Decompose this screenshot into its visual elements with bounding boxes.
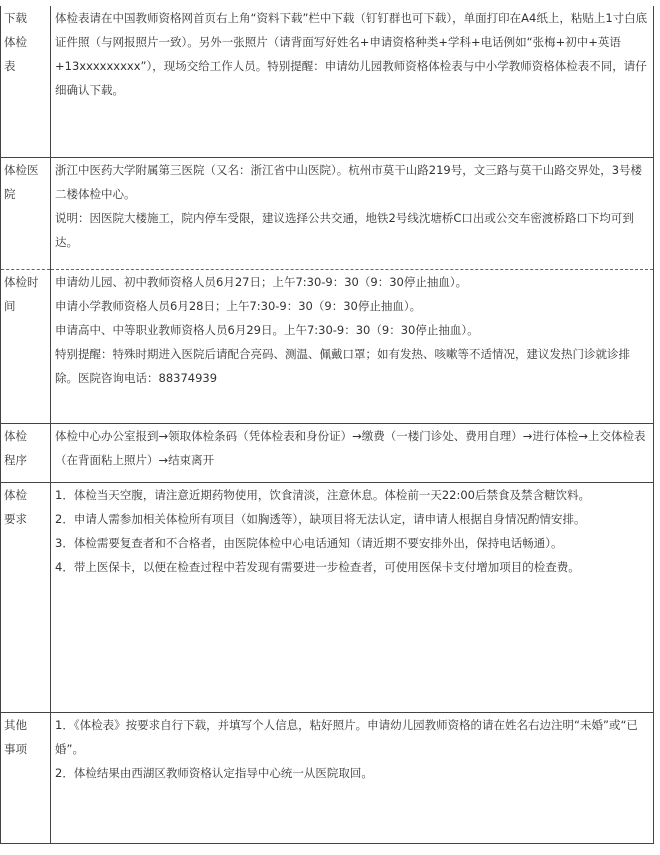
row-content [51,712,654,843]
row-exam-requirements [1,482,654,712]
paragraph: 说明：因医院大楼施工，院内停车受限，建议选择公共交通，地铁2号线沈塘桥C口出或公交车密渡桥路口下均可到达。 [55,210,634,249]
label-line: 体检时 [4,274,39,289]
paragraph: 申请幼儿园、初中教师资格人员6月27日；上午7:30-9：30（9：30停止抽血）。 [55,274,468,289]
row-other-matters [1,712,654,843]
label-line: 表 [4,59,16,73]
paragraph: 申请小学教师资格人员6月28日；上午7:30-9：30（9：30停止抽血）。 [55,298,422,313]
paragraph: 体检中心办公室报到→领取体检条码（凭体检表和身份证）→缴费（一楼门诊处、费用自理）→进行体检→上交体检表（在背面粘上照片）→结束离开 [55,428,646,467]
paragraph: 2．申请人需参加相关体检所有项目（如胸透等），缺项目将无法认定，请申请人根据自身情况酌情安排。 [55,511,586,526]
physical-exam-info-table [0,6,654,844]
row-download-form [1,6,654,157]
label-line: 体检医 [4,162,39,177]
paragraph: 4．带上医保卡，以便在检查过程中若发现有需要进一步检查者，可使用医保卡支付增加项目的检查费。 [55,559,580,574]
row-content [51,269,654,423]
paragraph: 1．体检当天空腹，请注意近期药物使用，饮食清淡，注意休息。体检前一天22:00后禁食及禁含糖饮料。 [55,487,590,502]
label-line: 间 [4,298,16,313]
row-hospital [1,157,654,269]
paragraph: 浙江中医药大学附属第三医院（又名：浙江省中山医院）。杭州市莫干山路219号，文三路与莫干山路交界处，3号楼二楼体检中心。 [55,162,643,201]
label-line: 下载 [4,11,27,25]
row-label [1,269,51,423]
label-line: 体检 [4,35,27,49]
paragraph: 1．《体检表》按要求自行下载，并填写个人信息，粘好照片。申请幼儿园教师资格的请在姓名右边注明“未婚”或“已婚”。 [55,717,638,756]
label-line: 体检 [4,487,27,502]
paragraph: 特别提醒：特殊时期进入医院后请配合亮码、测温、佩戴口罩；如有发热、咳嗽等不适情况，建议发热门诊就诊排除。医院咨询电话：88374939 [55,346,630,385]
row-exam-time [1,269,654,423]
row-content [51,6,654,157]
label-line: 要求 [4,511,27,526]
row-label [1,712,51,843]
label-line: 事项 [4,741,27,756]
paragraph: 申请高中、中等职业教师资格人员6月29日。上午7:30-9：30（9：30停止抽血）。 [55,322,479,337]
row-label [1,482,51,712]
row-content [51,482,654,712]
label-line: 程序 [4,452,27,467]
row-label [1,423,51,482]
row-label [1,157,51,269]
label-line: 院 [4,186,16,201]
row-content [51,423,654,482]
label-line: 体检 [4,428,27,443]
row-content [51,157,654,269]
paragraph: 3．体检需要复查者和不合格者，由医院体检中心电话通知（请近期不要安排外出，保持电话畅通）。 [55,535,563,550]
row-label [1,6,51,157]
label-line: 其他 [4,717,27,732]
paragraph: 2．体检结果由西湖区教师资格认定指导中心统一从医院取回。 [55,765,373,780]
row-exam-procedure [1,423,654,482]
paragraph: 体检表请在中国教师资格网首页右上角“资料下载”栏中下载（钉钉群也可下载），单面打印在A4纸上，粘贴上1寸白底证件照（与网报照片一致）。另外一张照片（请背面写好姓名+申请资格种类+学科+电话例如“张梅+初中+英语+13xxxxxxxxx”），现场交给工作人员。特别提醒：申请幼儿园教师资格体检表与中小学教师资格体检表不同，请仔细确认下载。 [55,11,648,97]
